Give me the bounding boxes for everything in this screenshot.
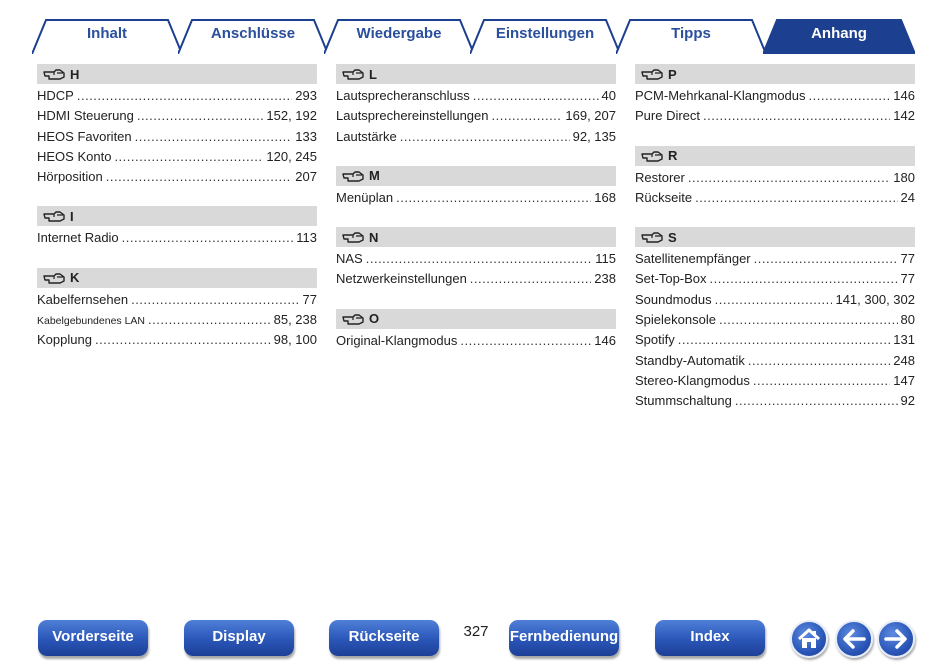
index-entry[interactable] [37, 169, 317, 189]
tab-label: Tipps [671, 25, 711, 42]
dot-leader [710, 271, 898, 286]
dot-leader [748, 353, 890, 368]
entry-term: Netzwerkeinstellungen [336, 271, 467, 287]
index-entry[interactable] [635, 353, 915, 373]
section-header [336, 309, 616, 329]
section-letter: K [70, 270, 80, 286]
dot-leader [77, 88, 292, 103]
tab-wiedergabe[interactable] [324, 18, 474, 52]
pointing-hand-icon [43, 272, 65, 284]
dot-leader [122, 230, 294, 245]
section-header [336, 227, 616, 247]
chapter-tab-bar [32, 16, 915, 54]
section-letter: S [668, 229, 677, 245]
dot-leader [131, 292, 299, 307]
entry-term: Kopplung [37, 332, 92, 348]
dot-leader [137, 108, 264, 123]
index-section [336, 166, 616, 210]
tab-label: Wiedergabe [356, 25, 442, 42]
entry-term: HDMI Steuerung [37, 108, 134, 124]
dot-leader [703, 108, 890, 123]
index-section [635, 227, 915, 413]
tab-inhalt[interactable] [32, 18, 182, 52]
entry-pages[interactable]: 152, 192 [266, 108, 317, 124]
entry-pages[interactable]: 77 [302, 291, 317, 307]
pointing-hand-icon [641, 150, 663, 162]
entry-term: Lautsprechereinstellungen [336, 108, 489, 124]
index-entry[interactable] [635, 332, 915, 352]
entry-pages[interactable]: 180 [893, 169, 915, 185]
dot-leader [492, 108, 563, 123]
index-entry[interactable] [37, 332, 317, 352]
dot-leader [106, 169, 293, 184]
dot-leader [754, 251, 898, 266]
index-entry[interactable] [635, 312, 915, 332]
entry-pages[interactable]: 142 [893, 108, 915, 124]
section-letter: N [369, 229, 379, 245]
index-entry[interactable] [336, 108, 616, 128]
entry-term: Original-Klangmodus [336, 332, 458, 348]
entry-pages[interactable]: 168 [594, 189, 616, 205]
index-entry[interactable] [37, 230, 317, 250]
page-number: 327 [463, 623, 489, 640]
entry-term: Pure Direct [635, 108, 701, 124]
entry-term: Soundmodus [635, 291, 712, 307]
index-entry[interactable] [37, 292, 317, 312]
tab-einstellungen[interactable] [470, 18, 620, 52]
index-section [336, 64, 616, 149]
entry-term: Restorer [635, 169, 685, 185]
dot-leader [366, 251, 593, 266]
dot-leader [719, 312, 898, 327]
entry-pages[interactable]: 146 [893, 88, 915, 103]
entry-pages[interactable]: 131 [893, 332, 915, 348]
tab-tipps[interactable] [616, 18, 766, 52]
index-entry[interactable] [336, 271, 616, 291]
entry-term: HEOS Konto [37, 148, 112, 164]
index-entry[interactable] [635, 373, 915, 393]
dot-leader [400, 129, 570, 144]
dot-leader [470, 271, 592, 286]
tab-label: Inhalt [87, 25, 127, 42]
entry-term: Set-Top-Box [635, 271, 707, 287]
entry-pages[interactable]: 85, 238 [273, 312, 317, 328]
entry-pages[interactable]: 113 [296, 230, 317, 246]
entry-pages[interactable]: 24 [900, 189, 915, 205]
remote-control-button[interactable]: Fernbedienung [509, 620, 619, 656]
pointing-hand-icon [342, 313, 364, 325]
section-letter: L [369, 66, 377, 82]
entry-term: Internet Radio [37, 230, 119, 246]
index-entry[interactable] [635, 88, 915, 108]
entry-pages[interactable]: 133 [295, 128, 317, 144]
entry-term: Rückseite [635, 189, 693, 205]
entry-term: Spotify [635, 332, 675, 348]
entry-pages[interactable]: 169, 207 [565, 108, 616, 124]
pointing-hand-icon [342, 231, 364, 243]
index-section [37, 64, 317, 189]
tab-anhang[interactable] [763, 18, 915, 52]
index-section [336, 227, 616, 292]
index-entry[interactable] [37, 88, 317, 108]
front-panel-button[interactable]: Vorderseite [38, 620, 148, 656]
dot-leader [695, 190, 897, 205]
index-section [37, 268, 317, 353]
index-section [336, 309, 616, 353]
index-column-3 [635, 64, 915, 431]
entry-pages[interactable]: 248 [893, 352, 915, 368]
section-header [336, 166, 616, 186]
section-header [336, 64, 616, 84]
tab-label: Anschlüsse [210, 25, 296, 42]
tab-anschluesse[interactable] [178, 18, 328, 52]
tab-label: Einstellungen [495, 25, 595, 42]
entry-pages[interactable]: 207 [295, 169, 317, 185]
entry-term: Lautsprecheranschluss [336, 88, 470, 103]
dot-leader [678, 332, 891, 347]
section-header [37, 268, 317, 288]
entry-term: Spielekonsole [635, 312, 716, 328]
entry-term: Standby-Automatik [635, 352, 745, 368]
home-icon [792, 622, 826, 656]
section-letter: P [668, 66, 677, 82]
forward-button[interactable] [877, 620, 915, 658]
entry-pages[interactable]: 77 [900, 251, 915, 267]
index-entry[interactable] [336, 333, 616, 353]
index-section [37, 206, 317, 250]
arrow-left-icon [837, 622, 871, 656]
section-letter: O [369, 311, 380, 327]
entry-pages[interactable]: 40 [601, 88, 616, 103]
index-entry[interactable] [37, 108, 317, 128]
section-letter: R [668, 148, 678, 164]
pointing-hand-icon [342, 68, 364, 80]
dot-leader [473, 88, 599, 103]
entry-pages[interactable]: 98, 100 [273, 332, 317, 348]
pointing-hand-icon [43, 68, 65, 80]
entry-pages[interactable]: 92, 135 [572, 128, 616, 144]
dot-leader [148, 312, 271, 327]
back-button[interactable] [835, 620, 873, 658]
section-header [37, 64, 317, 84]
entry-term: PCM-Mehrkanal-Klangmodus [635, 88, 806, 103]
dot-leader [735, 393, 898, 408]
pointing-hand-icon [43, 210, 65, 222]
entry-term: HDCP [37, 88, 74, 103]
entry-pages[interactable]: 92 [900, 393, 915, 409]
entry-term: HEOS Favoriten [37, 128, 132, 144]
index-entry[interactable] [635, 251, 915, 271]
section-letter: M [369, 168, 380, 184]
index-entry[interactable] [635, 271, 915, 291]
entry-term: Satellitenempfänger [635, 251, 751, 267]
home-button[interactable] [790, 620, 828, 658]
section-header [37, 206, 317, 226]
index-entry[interactable] [635, 292, 915, 312]
index-entry[interactable] [635, 190, 915, 210]
tab-label: Anhang [811, 25, 867, 42]
entry-pages[interactable]: 120, 245 [266, 148, 317, 164]
dot-leader [396, 190, 591, 205]
entry-pages[interactable]: 146 [594, 332, 616, 348]
index-entry[interactable] [336, 88, 616, 108]
dot-leader [715, 292, 833, 307]
index-entry[interactable] [336, 129, 616, 149]
entry-pages[interactable]: 80 [900, 312, 915, 328]
entry-term: Menüplan [336, 189, 394, 205]
index-entry[interactable] [635, 108, 915, 128]
pointing-hand-icon [342, 170, 364, 182]
index-entry[interactable] [37, 312, 317, 332]
entry-term: Kabelfernsehen [37, 291, 129, 307]
index-section [635, 146, 915, 211]
entry-pages[interactable]: 115 [595, 251, 616, 267]
dot-leader [809, 88, 891, 103]
entry-pages[interactable]: 293 [295, 88, 317, 103]
arrow-right-icon [879, 622, 913, 656]
pointing-hand-icon [641, 231, 663, 243]
entry-pages[interactable]: 77 [900, 271, 915, 287]
index-column-1 [37, 64, 317, 370]
dot-leader [95, 332, 271, 347]
index-section [635, 64, 915, 129]
section-header [635, 227, 915, 247]
index-entry[interactable] [336, 251, 616, 271]
entry-term: Lautstärke [336, 128, 397, 144]
section-letter: I [70, 208, 74, 224]
dot-leader [688, 170, 890, 185]
entry-term: Kabelgebundenes LAN [37, 315, 146, 328]
display-button[interactable]: Display [184, 620, 294, 656]
index-entry[interactable] [635, 170, 915, 190]
index-entry[interactable] [37, 129, 317, 149]
entry-term: Stummschaltung [635, 393, 732, 409]
entry-pages[interactable]: 141, 300, 302 [835, 291, 915, 307]
index-entry[interactable] [37, 149, 317, 169]
index-entry[interactable] [336, 190, 616, 210]
index-button[interactable]: Index [655, 620, 765, 656]
rear-panel-button[interactable]: Rückseite [329, 620, 439, 656]
entry-term: NAS [336, 251, 363, 267]
section-header [635, 64, 915, 84]
pointing-hand-icon [641, 68, 663, 80]
index-column-2 [336, 64, 616, 370]
dot-leader [460, 333, 591, 348]
entry-pages[interactable]: 238 [594, 271, 616, 287]
dot-leader [753, 373, 890, 388]
dot-leader [114, 149, 263, 164]
entry-term: Stereo-Klangmodus [635, 372, 750, 388]
entry-term: Hörposition [37, 169, 103, 185]
section-header [635, 146, 915, 166]
entry-pages[interactable]: 147 [893, 372, 915, 388]
section-letter: H [70, 66, 80, 82]
index-entry[interactable] [635, 393, 915, 413]
dot-leader [135, 129, 293, 144]
